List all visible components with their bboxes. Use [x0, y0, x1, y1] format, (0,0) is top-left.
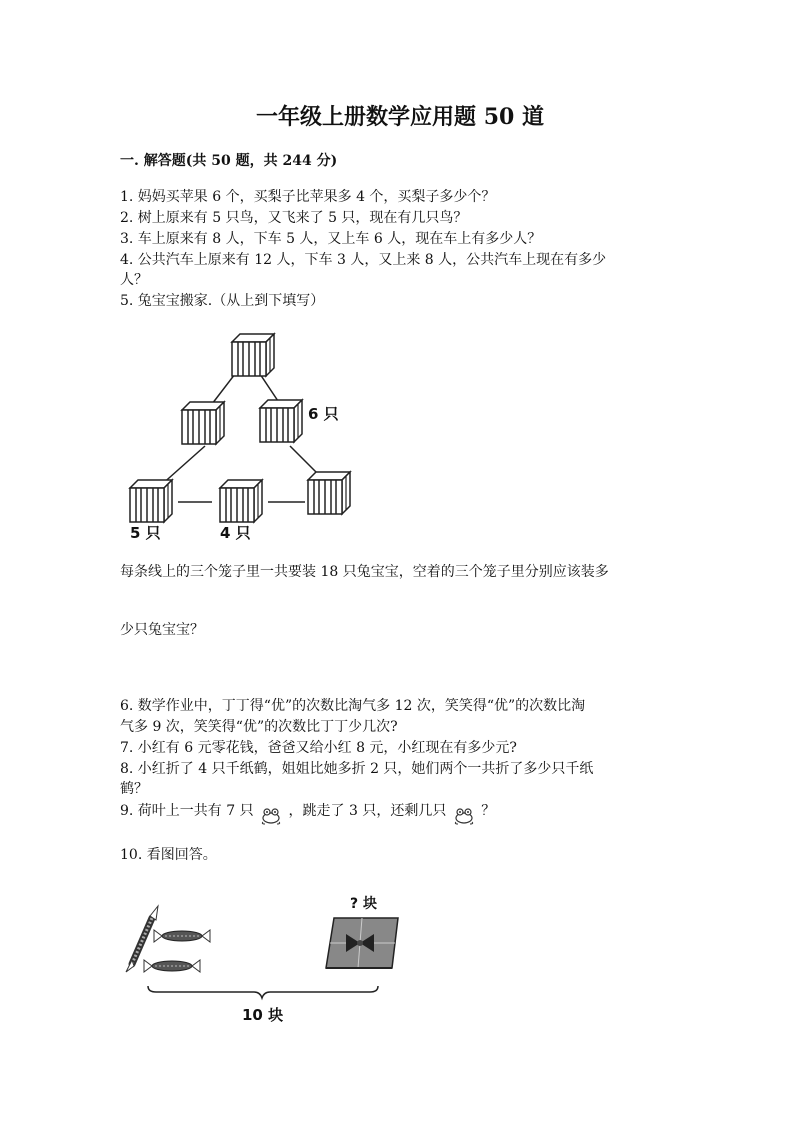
- cage-bottom-middle: [220, 480, 262, 522]
- question-6-line2: 气多 9 次，笑笑得“优”的次数比丁丁少几次?: [120, 719, 398, 735]
- chocolate-box-icon: [326, 918, 398, 968]
- question-8-line1: 8. 小红折了 4 只千纸鹤，姐姐比她多折 2 只，她们两个一共折了多少只千纸: [120, 761, 594, 777]
- candy-chocolate-figure: [120, 888, 410, 1028]
- frog-icon: [260, 805, 282, 825]
- question-2: 2. 树上原来有 5 只鸟，又飞来了 5 只，现在有几只鸟？: [120, 210, 468, 226]
- cage-middle-left: [182, 402, 224, 444]
- question-6-line1: 6. 数学作业中，丁丁得“优”的次数比淘气多 12 次，笑笑得“优”的次数比淘: [120, 698, 586, 714]
- question-9: [120, 801, 495, 825]
- frog-icon: [453, 805, 475, 825]
- cage-label-6: 6 只: [308, 405, 339, 423]
- question-3: 3. 车上原来有 8 人，下车 5 人，又上车 6 人，现在车上有多少人？: [120, 231, 542, 247]
- question-5-text-line1: 每条线上的三个笼子里一共要装 18 只兔宝宝，空着的三个笼子里分别应该装多: [120, 564, 609, 580]
- question-4-line2: 人？: [120, 272, 148, 288]
- cage-label-4: 4 只: [220, 524, 251, 542]
- unknown-quantity-label: ? 块: [350, 896, 377, 912]
- rabbit-cage-triangle-figure: [120, 326, 360, 546]
- cage-bottom-right: [308, 472, 350, 514]
- page-title: 一年级上册数学应用题 50 道: [256, 104, 544, 130]
- cage-label-5: 5 只: [130, 524, 161, 542]
- question-10: 10. 看图回答。: [120, 847, 217, 863]
- question-9-part1: 9. 荷叶上一共有 7 只: [120, 803, 254, 819]
- total-label: 10 块: [242, 1006, 284, 1024]
- question-5: 5. 兔宝宝搬家.（从上到下填写）: [120, 293, 325, 309]
- section-heading: 一. 解答题(共 50 题，共 244 分): [120, 153, 338, 169]
- question-5-text-line2: 少只兔宝宝？: [120, 622, 204, 638]
- question-4-line1: 4. 公共汽车上原来有 12 人，下车 3 人，又上来 8 人，公共汽车上现在有多少: [120, 252, 607, 268]
- cage-middle-right: [260, 400, 302, 442]
- question-9-part2: ，跳走了 3 只，还剩几只: [288, 803, 447, 819]
- cage-bottom-left: [130, 480, 172, 522]
- candy-icon: [144, 960, 200, 972]
- question-9-part3: ？: [481, 803, 496, 819]
- candy-icon: [154, 930, 210, 942]
- total-bracket: [148, 986, 378, 998]
- question-7: 7. 小红有 6 元零花钱，爸爸又给小红 8 元，小红现在有多少元?: [120, 740, 517, 756]
- question-1: 1. 妈妈买苹果 6 个，买梨子比苹果多 4 个，买梨子多少个？: [120, 189, 496, 205]
- candy-icon: [126, 906, 158, 972]
- cage-top: [232, 334, 274, 376]
- question-8-line2: 鹤？: [120, 781, 148, 797]
- connector-line: [212, 374, 235, 404]
